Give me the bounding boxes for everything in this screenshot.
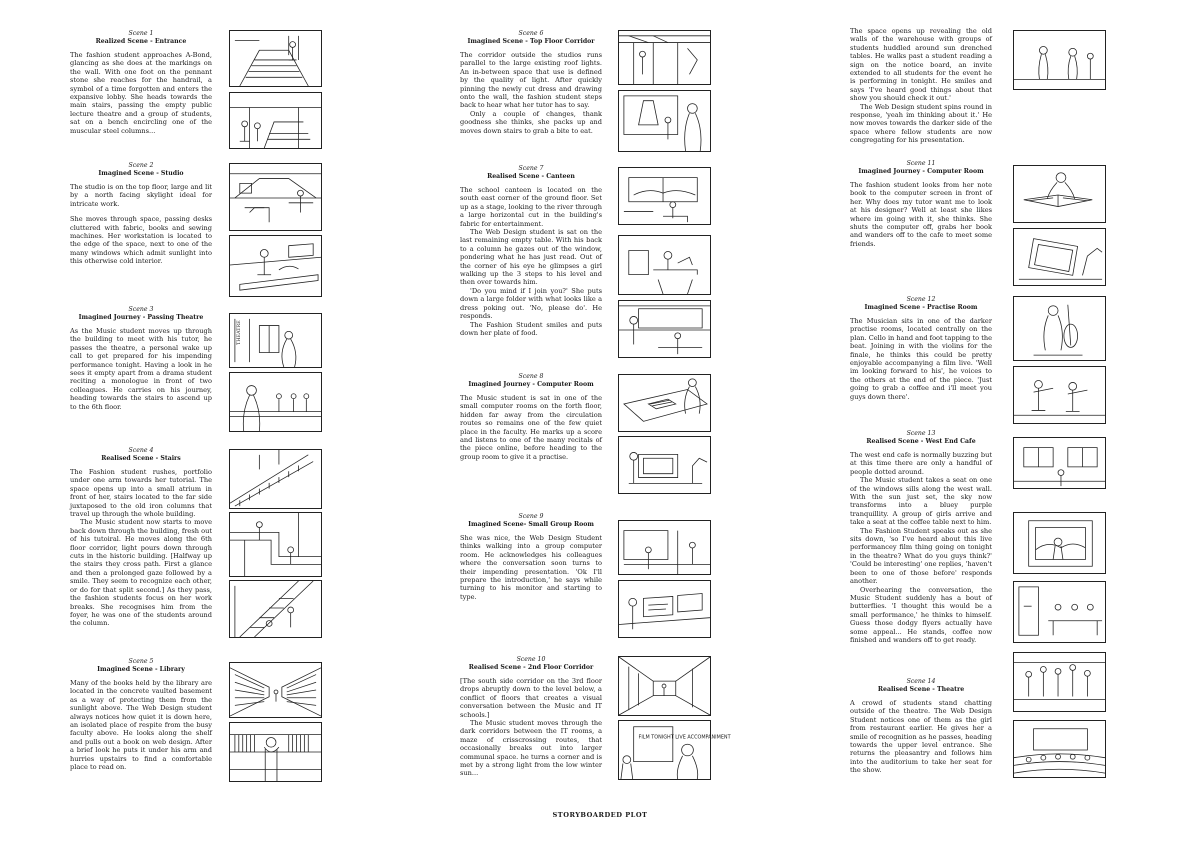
scene-number: Scene 2: [128, 162, 154, 169]
scene-number: Scene 7: [518, 165, 544, 172]
scene-title: Imagined Scene - Studio: [98, 170, 184, 177]
atrium-stairs-sketch: [229, 449, 322, 509]
scene-title: Imagined Scene - Top Floor Corridor: [467, 38, 595, 45]
scene-text: The school canteen is located on the south east corner of the ground floor. Set up as a stage, looking to the river through a large horizontal cut in the building's fabric for entertainment. The Web Design student is sat on the last remaining empty table. With his back to a column he gazes out of the window, pondering what he has just read. Out of the corner of his eye he glimpses a girl walking up the 3 steps to his level and then over towards him. 'Do you mind if I join you?' She puts down a large folder with what looks like a dress poking out. 'No, please do'. He responds. The Fashion Student smiles and puts down her plate of food.: [460, 186, 602, 337]
scene-title: Realised Scene - Theatre: [877, 686, 965, 693]
scene-text: The Music student is sat in one of the small computer rooms on the forth floor, hidden far away from the circulation routes so remains one of the few quiet place in the faculty. He marks up a score and listens to one of the many recitals of the piece online, before heading to the group room to give it a practise.: [460, 394, 602, 461]
scene-number: Scene 3: [128, 306, 154, 313]
scene-2: [70, 162, 212, 266]
coffee-table-sketch: [1013, 581, 1106, 643]
scene-number: Scene 11: [906, 160, 936, 167]
scene-10: [460, 656, 602, 778]
notice-text: FILM TONIGHT LIVE ACCOMPANIMENT: [638, 734, 731, 741]
scene-7: [460, 165, 602, 337]
scene-text: The Fashion student rushes, portfolio under one arm towards her tutorial. The space opens up into a small atrium in front of her, stairs located to the far side juxtaposed to the old iron columns that travel up through the whole building. The Music student now starts to move back down through the building, fresh out of his tutoiral. He moves along the 6th floor corridor, light pours down through cuts in the historic building. [Halfway up the stairs they cross path. First a glance and then a prolonged gaze followed by a smile. They seem to recognize each other, or do for that split second.] As they pass, the fashion students focus on her work breaks. She recognises him from the foyer, he was one of the students around the column.: [70, 468, 212, 628]
scene-title: Imagined Journey - Computer Room: [858, 168, 984, 175]
scene-number: Scene 10: [516, 656, 546, 663]
scene-number: Scene 8: [518, 373, 544, 380]
studio-desk-sketch: [229, 235, 322, 297]
scene-text: The corridor outside the studios runs parallel to the large existing roof lights. An in-between space that use is defined by the quality of light. After quickly pinning the newly cut dress and drawing onto the wall, the fashion student steps back to hear what her tutor has to say. Only a couple of changes, thank goodness she thinks, she packs up and moves down stairs to grab a bite to eat.: [460, 51, 602, 135]
scene-title: Realised Scene - 2nd Floor Corridor: [468, 664, 594, 671]
library-vault-sketch: [229, 662, 322, 718]
scene-10-continued: [850, 27, 992, 145]
scene-title: Imagined Journey - Passing Theatre: [78, 314, 204, 321]
auditorium-sketch: [1013, 720, 1106, 778]
scene-3: [70, 306, 212, 411]
canteen-meeting-sketch: [618, 300, 711, 358]
scene-14: [850, 678, 992, 775]
group-monitor-sketch: [618, 580, 711, 638]
scene-text: [The south side corridor on the 3rd floor drops abruptly down to the level below, a conflict of floors that creates a visual conversation between the Music and IT schools.] The Music student moves through the dark corridors between the IT rooms, a maze of crisscrossing routes, that occasionally breaks out into larger communal space. he turns a corner and is met by a strong light from the low winter sun...: [460, 677, 602, 778]
scene-title: Realised Scene - Stairs: [101, 455, 181, 462]
scene-title: Realised Scene - West End Cafe: [866, 438, 976, 445]
scene-9: [460, 513, 602, 601]
page-footer-title: STORYBOARDED PLOT: [552, 811, 648, 819]
computer-lamp-sketch: [618, 436, 711, 494]
scene-title: Imagined Scene- Small Group Room: [468, 521, 594, 528]
scene-5: [70, 658, 212, 771]
presentation-group-sketch: [1013, 30, 1106, 90]
scene-text: The fashion student approaches A-Bond, glancing as she does at the markings on the wall. With one foot on the pennant stone she reaches for the handrail, a symbol of a time forgotten and enters the expansive lobby. She heads towards the main stairs, passing the empty public lecture theatre and a group of students, sat on a bench encircling one of the muscular steel columns...: [70, 51, 212, 135]
cafe-sunset-sketch: [1013, 512, 1106, 574]
canteen-window-sketch: [618, 167, 711, 225]
computer-screen-sketch: [1013, 228, 1106, 286]
cafe-windows-sketch: [1013, 437, 1106, 489]
scene-number: Scene 5: [128, 658, 154, 665]
scene-title: Imagined Scene - Library: [97, 666, 185, 673]
scene-title: Imagined Journey - Computer Room: [468, 381, 594, 388]
tutor-dress-sketch: [618, 90, 711, 152]
scene-12: [850, 296, 992, 401]
crossing-stairs-sketch: [229, 512, 322, 577]
scene-6: [460, 30, 602, 135]
library-shelf-sketch: [229, 722, 322, 782]
theatre-stage-sketch: [229, 372, 322, 432]
scene-title: Imagined Scene - Practise Room: [864, 304, 978, 311]
scene-number: Scene 6: [518, 30, 544, 37]
scene-number: Scene 1: [128, 30, 154, 37]
notice-board-sketch: [618, 720, 731, 780]
canteen-table-sketch: [618, 235, 711, 295]
notebook-sketch: [1013, 165, 1106, 223]
lobby-bench-sketch: [229, 92, 322, 149]
scene-text: The space opens up revealing the old walls of the warehouse with groups of students huddled around sun drenched tables. He walks past a student reading a sign on the notice board, an invite extended to all students for the event he is performing in tonight. He smiles and says 'I've heard good things about that show you should check it out.' The Web Design student spins round in response, 'yeah im thinking about it.' He now moves towards the darker side of the space where fellow students are now congregating for his presentation.: [850, 27, 992, 145]
scene-text: As the Music student moves up through the building to meet with his tutor, he passes the theatre, a personal wake up call to get prepared for his impending performance tonight. Having a look in he sees it empty apart from a drama student reciting a monologue in front of two colleagues. He carries on his journey, heading towards the stairs to ascend up to the 6th floor.: [70, 327, 212, 411]
scene-text: Many of the books held by the library are located in the concrete vaulted basement as a way of protecting them from the sunlight above. The Web Design student always notices how quiet it is down here, an isolated place of respite from the busy faculty above. He looks along the shelf and pulls out a book on web design. After a brief look he puts it under his arm and hurries upstairs to find a comfortable place to read on.: [70, 679, 212, 772]
scene-number: Scene 13: [906, 430, 936, 437]
scene-13: [850, 430, 992, 644]
scene-title: Realized Scene - Entrance: [95, 38, 187, 45]
score-desk-sketch: [618, 374, 711, 432]
scene-number: Scene 9: [518, 513, 544, 520]
svg-text:THEATRE: THEATRE: [235, 320, 242, 345]
theatre-crowd-sketch: [1013, 652, 1106, 712]
violins-sketch: [1013, 366, 1106, 424]
dark-corridor-sketch: [618, 656, 711, 716]
scene-text: The west end cafe is normally buzzing but at this time there are only a handful of people dotted around. The Music student takes a seat on one of the windows sills along the west wall. With the sun just set, the sky now transforms into a bluey purple tranquillity. A group of girls arrive and take a seat at the coffee table next to him. The Fashion Student speaks out as she sits down, 'so I've heard about this live performancey film thing going on tonight in the theatre? What do you guys think?' 'Could be interesting' one replies, 'haven't been to one of those before' responds another. Overhearing the conversation, the Music Student suddenly has a bout of butterflies. 'I thought this would be a small performance,' he thinks to himself. Guess those dodgy flyers actually have some appeal... He stands, coffee now finished and wanders off to get ready.: [850, 451, 992, 644]
scene-text: The Musician sits in one of the darker practise rooms, located centrally on the plan. Cello in hand and foot tapping to the beat. Joining in with the violins for the finale, he thinks this could be pretty enjoyable accompanying a film live. 'Well im looking forward to his', he voices to the others at the end of the piece. 'Just going to grab a coffee and i'll meet you guys down there'.: [850, 317, 992, 401]
scene-title: Realised Scene - Canteen: [487, 173, 575, 180]
scene-11: [850, 160, 992, 248]
stair-gaze-sketch: [229, 580, 322, 638]
scene-number: Scene 4: [128, 447, 154, 454]
scene-text: A crowd of students stand chatting outside of the theatre. The Web Design Student notices one of them as the girl from restaurant earlier. He gives her a smile of recognition as he passes, heading towards the upper level entrance. She returns the pleasantry and follows him into the auditorium to take her seat for the show.: [850, 699, 992, 775]
scene-text: She was nice, the Web Design Student thinks walking into a group computer room. He acknowledges his colleagues where the conversation soon turns to their impending presentation. 'Ok I'll prepare the introduction,' he says while turning to his monitor and starting to type.: [460, 534, 602, 601]
entrance-stairs-sketch: [229, 30, 322, 87]
cello-player-sketch: [1013, 296, 1106, 361]
scene-1: [70, 30, 212, 135]
scene-text: The fashion student looks from her note book to the computer screen in front of her. Why does my tutor want me to look at his designer? Well at least she likes where im going with it, she thinks. She shuts the computer off, grabs her book and wanders off to the cafe to meet some friends.: [850, 181, 992, 248]
group-room-sketch: [618, 520, 711, 575]
roof-light-corridor-sketch: [618, 30, 711, 85]
theatre-door-sketch: [229, 313, 322, 368]
scene-number: Scene 14: [906, 678, 936, 685]
scene-number: Scene 12: [906, 296, 936, 303]
scene-4: [70, 447, 212, 628]
scene-8: [460, 373, 602, 461]
scene-text: The studio is on the top floor, large and lit by a north facing skylight ideal for intricate work. She moves through space, passing desks cluttered with fabric, books and sewing machines. Her workstation is located to the edge of the space, next to one of the many windows which admit sunlight into this otherwise cold interior.: [70, 183, 212, 266]
studio-window-sketch: [229, 163, 322, 231]
